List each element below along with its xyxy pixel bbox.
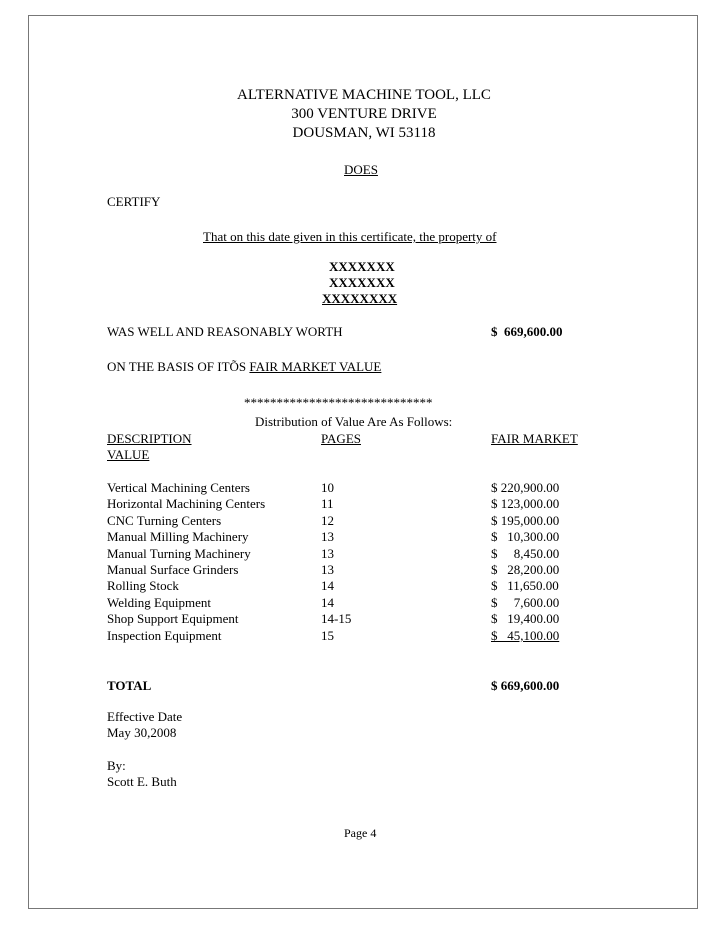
effective-date-value: May 30,2008 (107, 725, 177, 740)
basis-fmv: FAIR MARKET VALUE (249, 359, 382, 374)
owner-line-3: XXXXXXXX (322, 291, 398, 306)
stars-divider: ***************************** (244, 395, 433, 410)
column-fair-market: FAIR MARKET (491, 431, 578, 446)
owner-line-1: XXXXXXX (329, 259, 395, 274)
row-value: $ 8,450.00 (491, 546, 560, 561)
row-pages: 15 (321, 628, 334, 643)
owner-line-2: XXXXXXX (329, 275, 395, 290)
row-value: $ 7,600.00 (491, 595, 560, 610)
row-description: Welding Equipment (107, 595, 212, 610)
address-line-2: DOUSMAN, WI 53118 (292, 125, 436, 141)
row-pages: 13 (321, 546, 334, 561)
column-description: DESCRIPTION (107, 431, 192, 446)
row-description: CNC Turning Centers (107, 513, 222, 528)
row-description: Rolling Stock (107, 578, 179, 593)
row-pages: 10 (321, 480, 334, 495)
row-pages: 11 (321, 496, 334, 511)
basis-statement (107, 359, 381, 375)
total-label: TOTAL (107, 678, 152, 693)
worth-amount: $ 669,600.00 (491, 324, 563, 339)
row-pages: 14-15 (321, 611, 352, 626)
row-value: $ 195,000.00 (491, 513, 560, 528)
certify-label: CERTIFY (107, 194, 161, 209)
column-value: VALUE (107, 447, 150, 462)
row-value: $ 11,650.00 (491, 578, 559, 593)
row-pages: 12 (321, 513, 334, 528)
property-statement: That on this date given in this certificate, the property of (203, 229, 497, 244)
row-value: $ 10,300.00 (491, 529, 560, 544)
effective-date-label: Effective Date (107, 709, 183, 724)
row-value: $ 220,900.00 (491, 480, 560, 495)
row-description: Manual Turning Machinery (107, 546, 251, 561)
row-description: Shop Support Equipment (107, 611, 239, 626)
row-description: Manual Surface Grinders (107, 562, 239, 577)
worth-label: WAS WELL AND REASONABLY WORTH (107, 324, 343, 339)
distribution-title: Distribution of Value Are As Follows: (255, 414, 453, 429)
column-pages: PAGES (321, 431, 361, 446)
page-number: Page 4 (344, 826, 377, 840)
address-line-1: 300 VENTURE DRIVE (291, 106, 437, 122)
row-description: Vertical Machining Centers (107, 480, 250, 495)
signer-name: Scott E. Buth (107, 774, 177, 789)
row-value: $ 28,200.00 (491, 562, 560, 577)
does-label: DOES (344, 162, 378, 177)
row-description: Horizontal Machining Centers (107, 496, 266, 511)
row-pages: 13 (321, 529, 334, 544)
row-value: $ 45,100.00 (491, 628, 560, 643)
row-pages: 13 (321, 562, 334, 577)
row-value: $ 19,400.00 (491, 611, 560, 626)
row-value: $ 123,000.00 (491, 496, 560, 511)
row-description: Manual Milling Machinery (107, 529, 249, 544)
basis-prefix: ON THE BASIS OF ITÕS (107, 359, 250, 374)
company-name: ALTERNATIVE MACHINE TOOL, LLC (237, 87, 491, 103)
row-pages: 14 (321, 595, 334, 610)
signer-by-label: By: (107, 758, 126, 773)
row-description: Inspection Equipment (107, 628, 222, 643)
row-pages: 14 (321, 578, 334, 593)
total-amount: $ 669,600.00 (491, 678, 560, 693)
